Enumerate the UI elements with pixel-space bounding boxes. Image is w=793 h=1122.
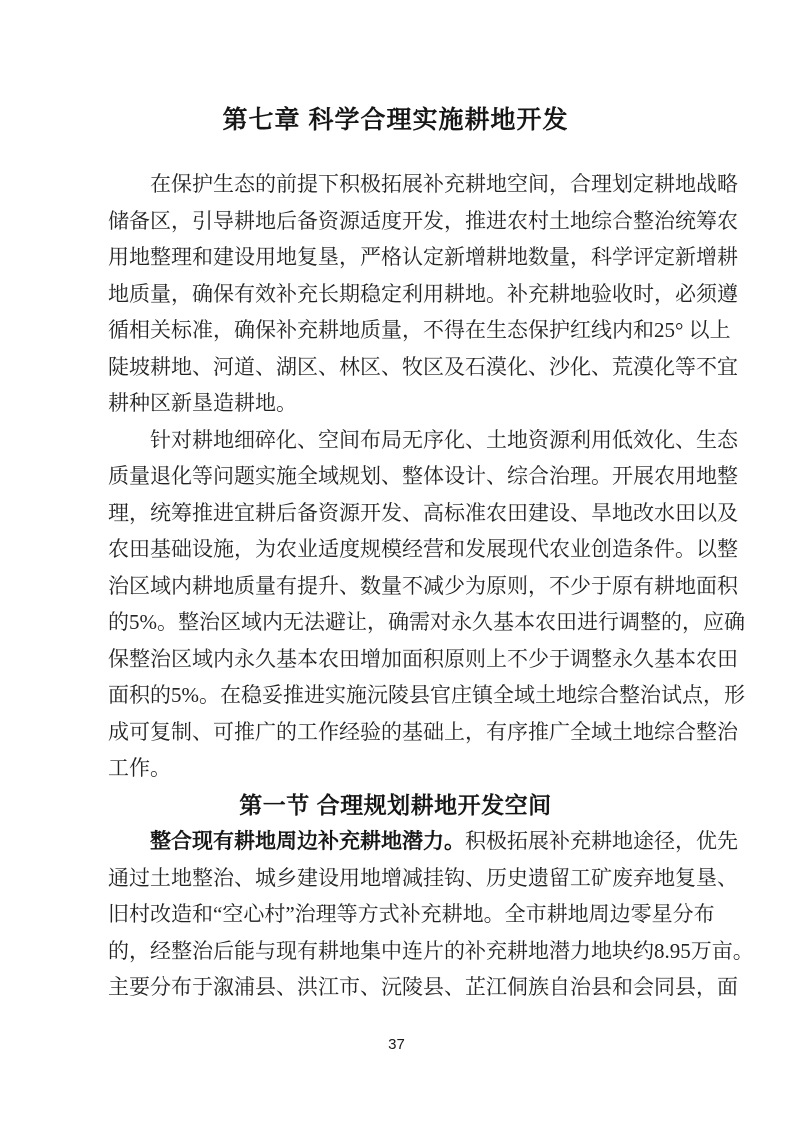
body-line: 工作。 xyxy=(108,756,171,780)
body-line: 地质量，确保有效补充长期稳定利用耕地。补充耕地验收时，必须遵 xyxy=(108,281,738,306)
page-number: 37 xyxy=(388,1036,405,1053)
body-line: 质量退化等问题实施全域规划、整体设计、综合治理。开展农用地整 xyxy=(108,464,738,488)
body-line: 主要分布于溆浦县、洪江市、沅陵县、芷江侗族自治县和会同县，面 xyxy=(108,975,738,999)
body-line: 保整治区域内永久基本农田增加面积原则上不少于调整永久基本农田 xyxy=(108,646,738,671)
body-line: 通过土地整治、城乡建设用地增减挂钩、历史遗留工矿废弃地复垦、 xyxy=(108,865,738,890)
section-title: 第一节 合理规划耕地开发空间 xyxy=(239,791,552,818)
paragraph-1 xyxy=(108,166,738,422)
body-line: 陡坡耕地、河道、湖区、林区、牧区及石漠化、沙化、荒漠化等不宜 xyxy=(108,354,738,379)
body-line: 针对耕地细碎化、空间布局无序化、土地资源利用低效化、生态 xyxy=(150,427,738,452)
body-line: 面积的5%。在稳妥推进实施沅陵县官庄镇全域土地综合整治试点，形 xyxy=(108,683,745,707)
body-line: 理，统筹推进宜耕后备资源开发、高标准农田建设、旱地改水田以及 xyxy=(108,500,738,525)
body-line: 的5%。整治区域内无法避让，确需对永久基本农田进行调整的，应确 xyxy=(108,610,745,634)
body-line: 成可复制、可推广的工作经验的基础上，有序推广全域土地综合整治 xyxy=(108,719,738,744)
paragraph-2 xyxy=(108,422,745,787)
bold-lead-text: 整合现有耕地周边补充耕地潜力。 xyxy=(150,829,465,853)
body-line: 耕种区新垦造耕地。 xyxy=(108,391,297,415)
paragraph-3 xyxy=(108,823,754,1006)
body-line: 在保护生态的前提下积极拓展补充耕地空间，合理划定耕地战略 xyxy=(150,172,738,196)
body-line: 治区域内耕地质量有提升、数量不减少为原则，不少于原有耕地面积 xyxy=(108,573,738,598)
body-line: 循相关标准，确保补充耕地质量，不得在生态保护红线内和25° 以上 xyxy=(108,318,731,342)
chapter-title: 第七章 科学合理实施耕地开发 xyxy=(222,106,569,134)
body-line: 用地整理和建设用地复垦，严格认定新增耕地数量，科学评定新增耕 xyxy=(108,245,738,269)
body-line: 农田基础设施，为农业适度规模经营和发展现代农业创造条件。以整 xyxy=(108,537,738,561)
body-line: 的，经整治后能与现有耕地集中连片的补充耕地潜力地块约8.95万亩。 xyxy=(108,938,754,963)
body-line: 储备区，引导耕地后备资源适度开发，推进农村土地综合整治统筹农 xyxy=(108,208,738,233)
body-line: 旧村改造和“空心村”治理等方式补充耕地。全市耕地周边零星分布 xyxy=(108,902,715,926)
body-text: 积极拓展补充耕地途径，优先 xyxy=(465,829,738,853)
page-content xyxy=(108,0,754,1006)
body-line xyxy=(108,823,738,860)
